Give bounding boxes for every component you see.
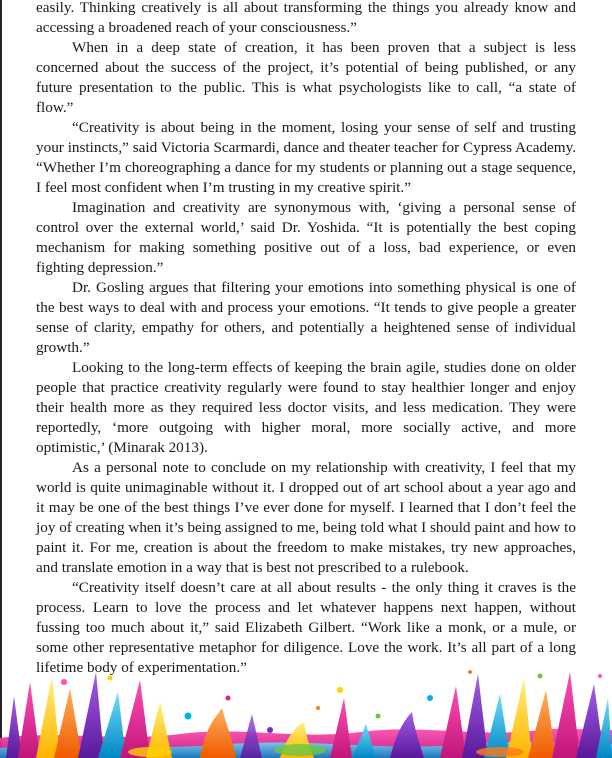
paragraph-2: When in a deep state of creation, it has been proven that a subject is less concerned about the success of the project, it’s potential of being published, or any future presentation to the public. This is what psychologists like to call, “a state of flow.” [36, 39, 576, 116]
page-left-rule [0, 0, 2, 758]
paragraph-6: Looking to the long-term effects of keeping the brain agile, studies done on older people that practice creativity regularly were found to stay healthier longer and enjoy their health more as they required less doctor visits, and less medication. They were reportedly, ‘more outgoing with higher moral, more socially active, and more optimistic,’ (Minarak 2013). [36, 359, 576, 456]
paragraph-8: “Creativity itself doesn’t care at all about results - the only thing it craves is the process. Learn to love the process and let whatever happens next happen, without fussing too much about it,” said Elizabeth Gilbert. “Work like a monk, or a mule, or some other representative metaphor for diligence. Love the work. It’s all part of a long lifetime body of experimentation.” [36, 579, 576, 676]
paragraph-7: As a personal note to conclude on my relationship with creativity, I feel that my world is quite unimaginable without it. I dropped out of art school about a year ago and it may be one of the best things I’ve ever done for myself. I learned that I don’t feel the joy of creating when it’s being assigned to me, being told what I should paint and how to paint it. For me, creation is about the freedom to make mistakes, try new approaches, and translate emotion in a way that is best not prescribed to a rulebook. [36, 459, 576, 576]
article-body [36, 0, 576, 678]
paint-splash-border-icon [0, 668, 612, 758]
paragraph-3: “Creativity is about being in the moment, losing your sense of self and trusting your instincts,” said Victoria Scarmardi, dance and theater teacher for Cypress Academy. “Whether I’m choreographing a dance for my students or planning out a stage sequence, I feel most confident when I’m trusting in my creative spirit.” [36, 119, 576, 196]
paragraph-5: Dr. Gosling argues that filtering your emotions into something physical is one of the best ways to deal with and process your emotions. “It tends to give people a greater sense of clarity, empathy for others, and potentially a heightened sense of individual growth.” [36, 279, 576, 356]
paragraph-4: Imagination and creativity are synonymous with, ‘giving a personal sense of control over the external world,’ said Dr. Yoshida. “It is potentially the best coping mechanism for making something positive out of a loss, bad experience, or even fighting depression.” [36, 199, 576, 276]
paragraph-1: easily. Thinking creatively is all about transforming the things you already know and accessing a broadened reach of your consciousness.” [36, 0, 576, 36]
